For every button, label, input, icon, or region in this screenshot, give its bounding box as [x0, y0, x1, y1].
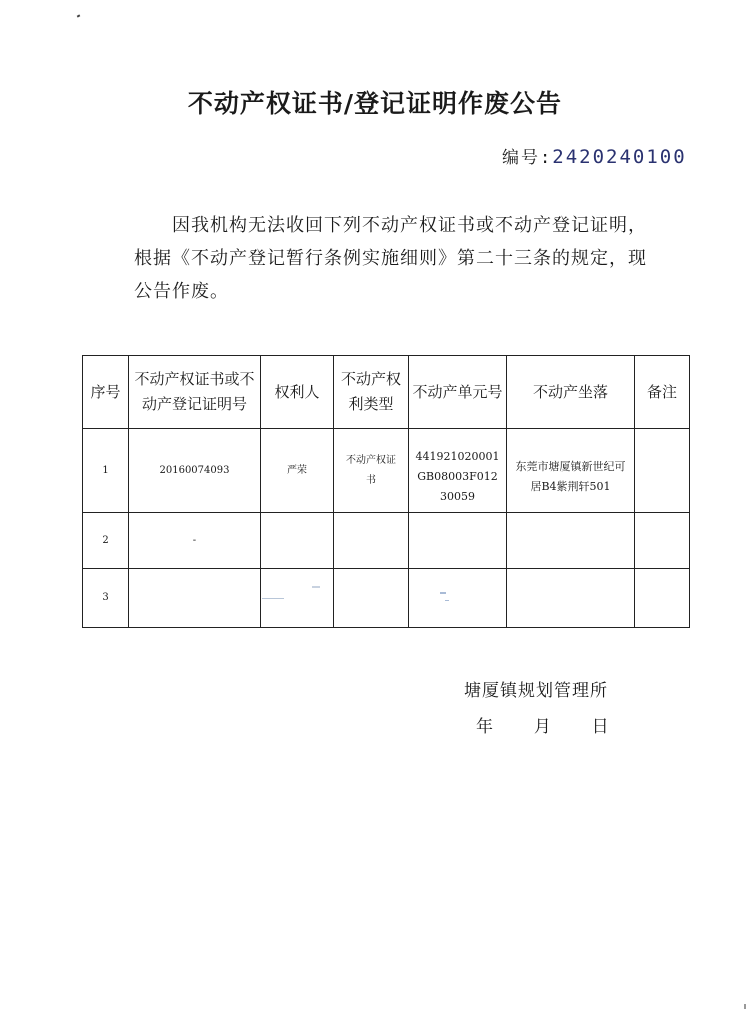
date-day-label: 日	[591, 717, 609, 737]
notice-body-text: 因我机构无法收回下列不动产权证书或不动产登记证明，根据《不动产登记暂行条例实施细则》第二十三条的规定，现公告作废。	[134, 215, 647, 302]
cell-seq: 2	[83, 513, 129, 569]
signature-date	[476, 712, 609, 737]
table-row	[83, 429, 690, 513]
header-cert-no: 不动产权证书或不动产登记证明号	[129, 356, 261, 429]
cell-location: 东莞市塘厦镇新世纪可居B4紫荆轩501	[507, 429, 635, 513]
cell-remarks	[635, 429, 690, 513]
cell-seq: 3	[83, 569, 129, 628]
table-row	[83, 513, 690, 569]
scan-speck	[312, 586, 320, 588]
cell-cert-no	[129, 569, 261, 628]
table-row	[83, 569, 690, 628]
cell-unit-no	[409, 513, 507, 569]
scan-speck	[744, 1004, 746, 1009]
cell-cert-no: -	[129, 513, 261, 569]
cell-holder	[261, 513, 334, 569]
header-unit-no: 不动产单元号	[409, 356, 507, 429]
header-holder: 权利人	[261, 356, 334, 429]
cell-right-type: 不动产权证书	[334, 429, 409, 513]
cell-seq: 1	[83, 429, 129, 513]
scan-speck	[440, 592, 446, 594]
cell-right-type	[334, 569, 409, 628]
header-right-type: 不动产权利类型	[334, 356, 409, 429]
cell-cert-no: 20160074093	[129, 429, 261, 513]
cell-location	[507, 513, 635, 569]
cell-right-type	[334, 513, 409, 569]
document-number	[502, 143, 687, 168]
date-month-label: 月	[533, 717, 551, 737]
header-location: 不动产坐落	[507, 356, 635, 429]
cell-holder: 严荣	[261, 429, 334, 513]
scan-speck	[262, 598, 284, 599]
cell-unit-no: 441921020001GB08003F01230059	[409, 429, 507, 513]
scan-speck	[445, 600, 449, 601]
header-seq: 序号	[83, 356, 129, 429]
table-header-row	[83, 356, 690, 429]
date-year-label: 年	[476, 717, 493, 737]
header-remarks: 备注	[635, 356, 690, 429]
cell-remarks	[635, 513, 690, 569]
cell-unit-no	[409, 569, 507, 628]
page-title: 不动产权证书/登记证明作废公告	[187, 89, 563, 118]
document-number-value: 2420240100	[552, 146, 687, 168]
issuing-organization: 塘厦镇规划管理所	[464, 681, 608, 701]
scan-speck	[77, 14, 81, 17]
cell-location	[507, 569, 635, 628]
cell-remarks	[635, 569, 690, 628]
voided-certificates-table	[82, 355, 690, 628]
document-number-label: 编号:	[502, 148, 553, 168]
